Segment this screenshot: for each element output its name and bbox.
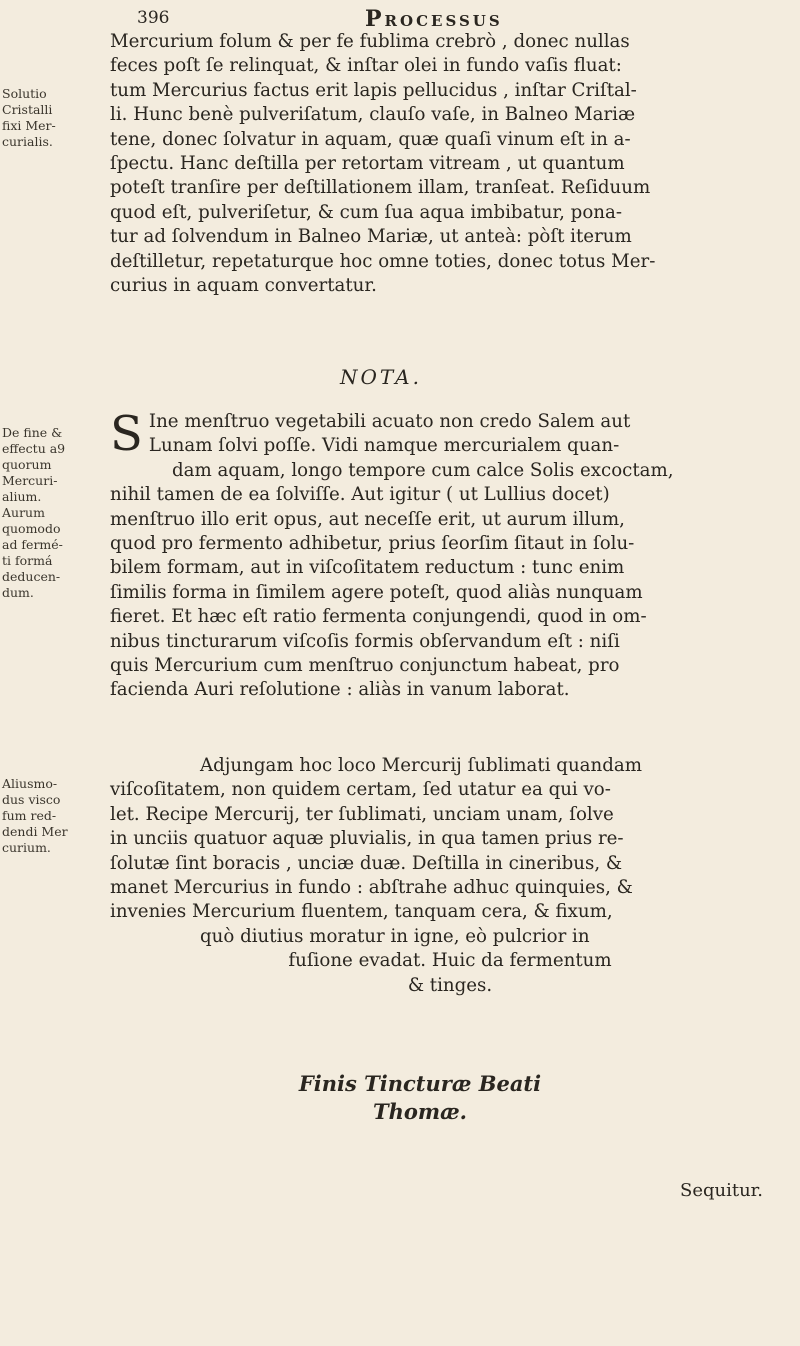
margin-note-line: Cristalli [2,102,53,117]
margin-note-2 [2,425,102,601]
margin-note-line: dus visco [2,792,61,807]
finis-line: Thomæ. [373,1099,467,1124]
text-line: menſtruo illo erit opus, aut neceſſe erit, ut aurum illum, [110,508,625,530]
text-line: quod eſt, pulveriſetur, & cum ſua aqua imbibatur, pona- [110,201,622,223]
margin-note-line: Mercuri- [2,473,58,488]
text-line: viſcoſitatem, non quidem certam, ſed utatur ea qui vo- [110,779,611,801]
text-line: invenies Mercurium fluentem, tanquam cera, & fixum, [110,901,613,923]
text-line: Lunam ſolvi poſſe. Vidi namque mercurialem quan- [148,435,620,457]
text-line: nibus tincturarum viſcoſis formis obſervandum eſt : niſi [110,630,620,652]
text-line: bilem formam, aut in viſcoſitatem reductum : tunc enim [110,557,625,579]
margin-note-line: De fine & [2,425,63,440]
page-header [115,6,785,32]
text-line: Ine menſtruo vegetabili acuato non credo Salem aut [148,411,631,432]
text-line: tum Mercurius factus erit lapis pellucidus , inſtar Criſtal- [110,79,637,101]
text-line: quò diutius moratur in igne, eò pulcrior in [200,925,590,947]
text-line: ſolutæ ſint boracis , unciæ duæ. Deſtilla in cineribus, & [110,852,623,874]
paragraph-2 [110,406,790,703]
text-line: Mercurium folum & per fe fublima crebrò , donec nullas [110,31,630,52]
margin-note-line: dendi Mer [2,824,68,839]
text-line: fuſione evadat. Huic da fermentum [288,950,612,972]
margin-note-line: curium. [2,840,51,855]
text-line: li. Hunc benè pulveriſatum, clauſo vaſe, in Balneo Mariæ [110,104,636,126]
text-line: feces poſt ſe relinquat, & inſtar olei in fundo vaſis fluat: [110,55,622,77]
margin-note-line: Aurum [2,505,45,520]
margin-note-line: effectu a9 [2,441,66,456]
margin-note-line: Aliusmo- [2,776,58,791]
text-line: ſpectu. Hanc deſtilla per retortam vitream , ut quantum [110,153,625,175]
drop-cap: S [110,406,143,462]
text-line: let. Recipe Mercurij, ter ſublimati, unciam unam, ſolve [110,803,614,825]
text-line: manet Mercurius in fundo : abſtrahe adhuc quinquies, & [110,877,633,899]
margin-note-line: ti formá [2,553,53,568]
text-line: ſimilis forma in ſimilem agere poteſt, quod aliàs nunquam [110,581,643,603]
finis-line: Finis Tincturæ Beati [298,1071,542,1096]
margin-note-3 [2,776,102,856]
text-line: curius in aquam convertatur. [110,275,377,297]
text-line: dam aquam, longo tempore cum calce Solis excoctam, [172,459,674,481]
margin-note-line: fixi Mer- [2,118,56,133]
text-line: fieret. Et hæc eſt ratio fermenta conjungendi, quod in om- [110,606,647,628]
text-line: Adjungam hoc loco Mercurij ſublimati quandam [200,755,642,776]
margin-note-line: quomodo [2,521,61,536]
text-line: tur ad ſolvendum in Balneo Mariæ, ut anteà: pòſt iterum [110,226,632,248]
text-line: & tinges. [407,974,493,996]
text-line: quis Mercurium cum menſtruo conjunctum habeat, pro [110,655,620,677]
text-line: tene, donec ſolvatur in aquam, quæ quaſi vinum eſt in a- [110,128,631,150]
margin-note-line: curialis. [2,134,53,149]
margin-note-line: ad fermé- [2,537,63,552]
text-line: poteſt tranſire per deſtillationem illam, tranſeat. Reſiduum [110,177,651,199]
text-line: in unciis quatuor aquæ pluvialis, in qua tamen prius re- [110,828,624,850]
catchword: Sequitur. [680,1180,764,1201]
text-line: facienda Auri reſolutione : aliàs in vanum laborat. [110,679,570,701]
margin-note-line: deducen- [2,569,61,584]
text-line: nihil tamen de ea ſolviſſe. Aut igitur ( ut Lullius docet) [110,484,610,506]
margin-note-line: alium. [2,489,42,504]
text-line: quod pro fermento adhibetur, prius ſeorſim ſitaut in ſolu- [110,533,635,555]
page-number: 396 [137,8,170,28]
margin-note-line: fum red- [2,808,57,823]
nota-heading: NOTA. [340,365,422,389]
margin-note-line: Solutio [2,86,47,101]
text-line: deſtilletur, repetaturque hoc omne toties, donec totus Mer- [110,250,656,272]
paragraph-1 [110,30,790,298]
finis-heading [290,1070,550,1126]
running-head: Processus [365,6,503,32]
paragraph-3 [110,754,790,998]
margin-note-1 [2,86,102,150]
margin-note-line: dum. [2,585,34,600]
margin-note-line: quorum [2,457,52,472]
